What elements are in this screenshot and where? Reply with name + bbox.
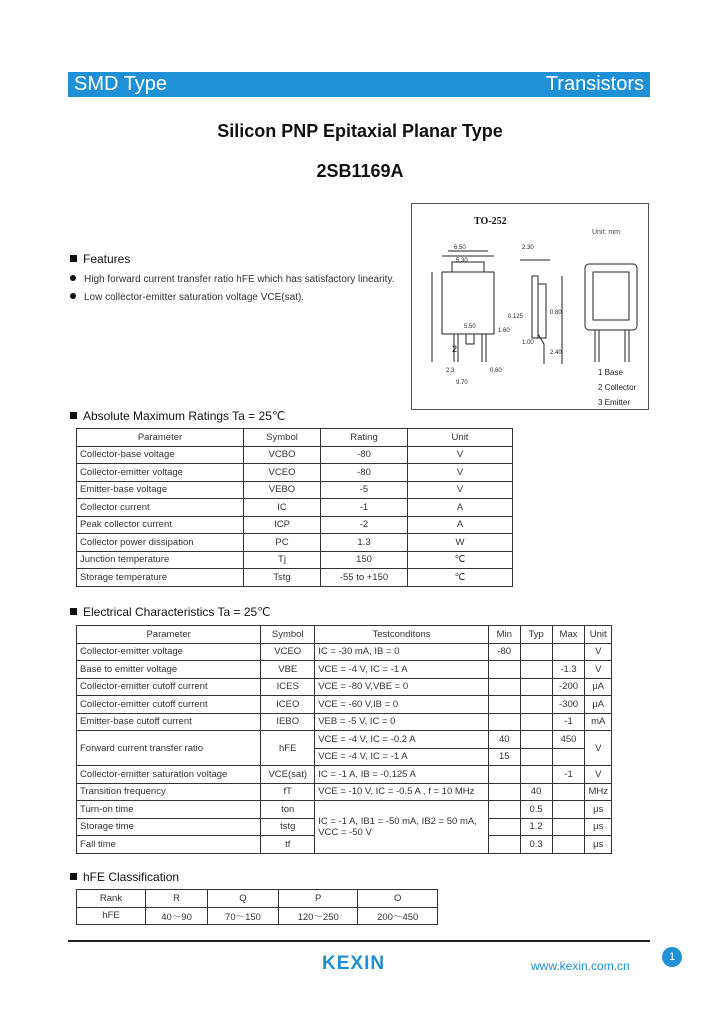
table-cell xyxy=(552,643,585,661)
table-cell: IC xyxy=(244,499,321,517)
part-number: 2SB1169A xyxy=(316,161,404,181)
square-bullet-icon xyxy=(70,608,77,615)
table-cell: ICES xyxy=(261,678,315,696)
square-bullet-icon xyxy=(70,255,77,262)
header-left: SMD Type xyxy=(74,73,167,95)
svg-text:0.60: 0.60 xyxy=(490,368,502,374)
table-cell: W xyxy=(408,534,513,552)
elec-heading: Electrical Characteristics Ta = 25℃ xyxy=(70,605,271,619)
table-cell: VEBO xyxy=(244,481,321,499)
table-cell: Tstg xyxy=(244,569,321,587)
bullet-icon xyxy=(70,293,76,299)
svg-text:5.30: 5.30 xyxy=(456,258,468,264)
table-cell: Collector-emitter cutoff current xyxy=(77,678,261,696)
svg-text:5.50: 5.50 xyxy=(464,324,476,330)
header-right: Transistors xyxy=(545,73,644,95)
bullet-icon xyxy=(70,275,76,281)
table-row: Fall time tf 0.3 μs xyxy=(77,836,612,854)
table-row xyxy=(77,713,612,731)
col-header: Symbol xyxy=(244,429,321,447)
package-drawing xyxy=(411,203,649,410)
table-row xyxy=(77,446,513,464)
table-cell: Collector-emitter cutoff current xyxy=(77,696,261,714)
pin-3-label: 3 Emitter xyxy=(598,398,631,407)
elec-table xyxy=(76,625,612,854)
package-unit: Unit: mm xyxy=(592,229,620,236)
table-cell: VCE = -60 V,IB = 0 xyxy=(315,696,489,714)
table-row xyxy=(77,678,612,696)
table-cell: Emitter-base voltage xyxy=(77,481,244,499)
table-row xyxy=(77,534,513,552)
table-row: hFE 40～90 70～150 120～250 200～450 xyxy=(77,907,438,925)
table-cell: Collector power dissipation xyxy=(77,534,244,552)
table-cell xyxy=(520,661,552,679)
col-header: Min xyxy=(488,626,520,644)
table-cell: mA xyxy=(585,713,612,731)
table-cell: -55 to +150 xyxy=(321,569,408,587)
table-cell: IC = -30 mA, IB = 0 xyxy=(315,643,489,661)
table-cell: Collector-emitter voltage xyxy=(77,643,261,661)
table-cell: -200 xyxy=(552,678,585,696)
col-header: Typ xyxy=(520,626,552,644)
pin-1-label: 1 Base xyxy=(598,368,623,377)
table-cell: ICEO xyxy=(261,696,315,714)
kexin-logo: KEXIN xyxy=(322,953,386,974)
col-header: Unit xyxy=(585,626,612,644)
col-header: Unit xyxy=(408,429,513,447)
svg-text:0.80: 0.80 xyxy=(550,310,562,316)
col-header: Rating xyxy=(321,429,408,447)
abs-ratings-table xyxy=(76,428,513,587)
table-cell: Peak collector current xyxy=(77,516,244,534)
square-bullet-icon xyxy=(70,873,77,880)
square-bullet-icon xyxy=(70,412,77,419)
table-row xyxy=(77,481,513,499)
table-cell: A xyxy=(408,499,513,517)
feature-item: High forward current transfer ratio hFE which has satisfactory linearity. xyxy=(70,274,395,285)
col-header: Parameter xyxy=(77,626,261,644)
svg-text:2: 2 xyxy=(452,344,458,354)
table-cell: -80 xyxy=(321,464,408,482)
svg-text:2.40: 2.40 xyxy=(550,350,562,356)
svg-text:1.60: 1.60 xyxy=(498,328,510,334)
svg-text:0.125: 0.125 xyxy=(508,314,524,320)
table-row: Rank R Q P O xyxy=(77,890,438,908)
table-cell: Junction temperature xyxy=(77,551,244,569)
table-cell: Collector-base voltage xyxy=(77,446,244,464)
table-cell: V xyxy=(408,464,513,482)
svg-text:1.00: 1.00 xyxy=(522,340,534,346)
table-row: VCE = -4 V, IC = -1 A 15 xyxy=(77,748,612,766)
table-cell: 150 xyxy=(321,551,408,569)
table-cell: VEB = -5 V, IC = 0 xyxy=(315,713,489,731)
table-row xyxy=(77,661,612,679)
table-cell xyxy=(488,713,520,731)
table-cell: V xyxy=(585,661,612,679)
svg-text:2.30: 2.30 xyxy=(522,245,534,251)
table-row xyxy=(77,551,513,569)
table-cell: ℃ xyxy=(408,569,513,587)
table-cell: VCBO xyxy=(244,446,321,464)
svg-text:9.70: 9.70 xyxy=(456,380,468,386)
table-row xyxy=(77,696,612,714)
table-cell xyxy=(488,696,520,714)
features-heading: Features xyxy=(70,252,130,266)
page-title: Silicon PNP Epitaxial Planar Type xyxy=(217,121,503,141)
table-cell: μA xyxy=(585,678,612,696)
table-cell: μA xyxy=(585,696,612,714)
table-cell: -1.3 xyxy=(552,661,585,679)
switching-conditions: IC = -1 A, IB1 = -50 mA, IB2 = 50 mA, VCC = -50 V xyxy=(315,801,489,854)
col-header: Parameter xyxy=(77,429,244,447)
table-row: Transition frequency fT VCE = -10 V, IC = -0.5 A , f = 10 MHz 40 MHz xyxy=(77,783,612,801)
table-cell: V xyxy=(408,481,513,499)
table-cell: -5 xyxy=(321,481,408,499)
table-cell: -2 xyxy=(321,516,408,534)
table-cell: Emitter-base cutoff current xyxy=(77,713,261,731)
table-row xyxy=(77,464,513,482)
table-row xyxy=(77,569,513,587)
table-row: Forward current transfer ratio hFE VCE = -4 V, IC = -0.2 A 40 450 V xyxy=(77,731,612,749)
hfe-class-table xyxy=(76,889,438,925)
table-cell: VBE xyxy=(261,661,315,679)
table-cell: IEBO xyxy=(261,713,315,731)
package-name: TO-252 xyxy=(474,216,507,227)
feature-item: Low collector-emitter saturation voltage VCE(sat). xyxy=(70,292,304,303)
header-bar xyxy=(68,72,650,97)
col-header: Symbol xyxy=(261,626,315,644)
table-cell: ℃ xyxy=(408,551,513,569)
table-row xyxy=(77,643,612,661)
table-cell: -80 xyxy=(488,643,520,661)
table-cell xyxy=(520,696,552,714)
svg-text:2.3: 2.3 xyxy=(446,368,455,374)
table-row: Turn-on time ton IC = -1 A, IB1 = -50 mA, IB2 = 50 mA, VCC = -50 V 0.5 μs xyxy=(77,801,612,819)
table-cell xyxy=(520,678,552,696)
table-cell xyxy=(488,678,520,696)
table-cell: A xyxy=(408,516,513,534)
table-cell: VCE = -80 V,VBE = 0 xyxy=(315,678,489,696)
table-cell: Base to emitter voltage xyxy=(77,661,261,679)
footer-url[interactable]: www.kexin.com.cn xyxy=(531,959,630,973)
table-cell xyxy=(520,643,552,661)
class-heading: hFE Classification xyxy=(70,870,179,884)
table-cell: V xyxy=(585,643,612,661)
page-number: 1 xyxy=(662,947,682,967)
table-cell: -1 xyxy=(552,713,585,731)
table-cell: VCE = -4 V, IC = -1 A xyxy=(315,661,489,679)
table-cell: -80 xyxy=(321,446,408,464)
table-cell: Collector-emitter voltage xyxy=(77,464,244,482)
table-cell: -300 xyxy=(552,696,585,714)
pin-2-label: 2 Collector xyxy=(598,383,637,392)
table-cell xyxy=(488,661,520,679)
table-cell: VCEO xyxy=(261,643,315,661)
table-cell: Storage temperature xyxy=(77,569,244,587)
table-cell: Collector current xyxy=(77,499,244,517)
table-cell xyxy=(520,713,552,731)
package-outline-svg xyxy=(412,204,648,409)
footer-rule xyxy=(68,940,650,942)
col-header: Max xyxy=(552,626,585,644)
table-cell: PC xyxy=(244,534,321,552)
table-row xyxy=(77,516,513,534)
table-row xyxy=(77,499,513,517)
abs-heading: Absolute Maximum Ratings Ta = 25℃ xyxy=(70,409,285,423)
col-header: Testconditons xyxy=(315,626,489,644)
table-row: Collector-emitter saturation voltage VCE(sat) IC = -1 A, IB = -0.125 A -1 V xyxy=(77,766,612,784)
table-row: Storage time tstg 1.2 μs xyxy=(77,818,612,836)
table-cell: ICP xyxy=(244,516,321,534)
table-cell: Tj xyxy=(244,551,321,569)
table-cell: 1.3 xyxy=(321,534,408,552)
table-cell: V xyxy=(408,446,513,464)
table-cell: VCEO xyxy=(244,464,321,482)
table-cell: -1 xyxy=(321,499,408,517)
svg-text:6.50: 6.50 xyxy=(454,245,466,251)
